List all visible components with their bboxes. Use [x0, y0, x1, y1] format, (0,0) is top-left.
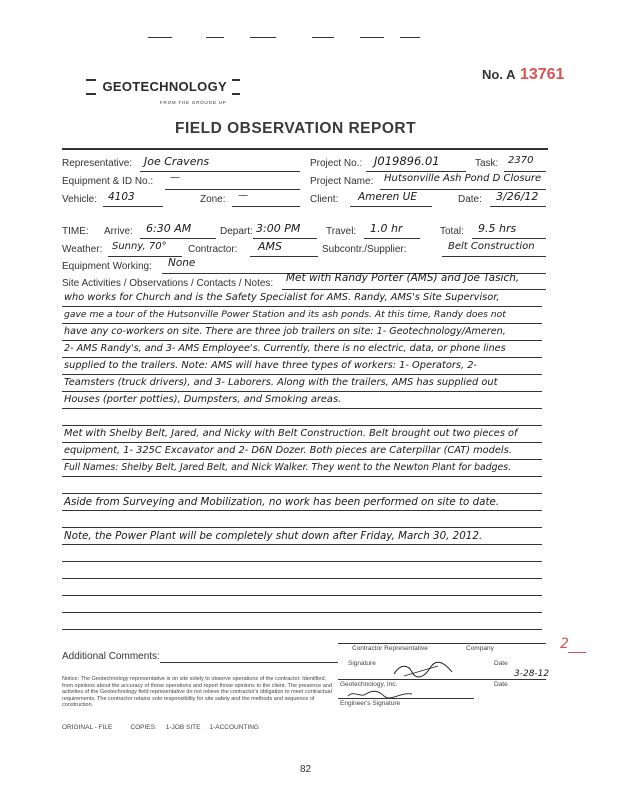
geotech-date-label: Date	[494, 681, 508, 688]
note-underline	[62, 306, 542, 307]
report-no-label: No. A	[482, 67, 516, 82]
depart-label: Depart:	[220, 226, 253, 237]
client-label: Client:	[310, 194, 339, 205]
project-no-value: J019896.01	[374, 154, 440, 168]
distribution-text: ORIGINAL - FILE COPIES: 1-JOB SITE 1-ACCOUNTING	[62, 724, 259, 731]
form-title: FIELD OBSERVATION REPORT	[175, 120, 417, 137]
scan-artifact-line	[312, 37, 334, 38]
note-line: Teamsters (truck drivers), and 3- Laborers. Along with the trailers, AMS has supplied out	[64, 377, 498, 388]
page-number: 82	[300, 764, 312, 775]
project-no-label: Project No.:	[310, 158, 363, 169]
note-line: who works for Church and is the Safety Specialist for AMS. Randy, AMS's Site Supervisor,	[64, 292, 500, 303]
project-name-label: Project Name:	[310, 176, 374, 187]
scan-artifact-line	[400, 37, 420, 38]
note-underline	[62, 629, 542, 630]
project-no-line	[366, 171, 466, 172]
site-activities-label: Site Activities / Observations / Contacts / Notes:	[62, 278, 274, 289]
signature-scribble	[390, 660, 460, 680]
note-line: Houses (porter potties), Dumpsters, and Smoking areas.	[64, 394, 342, 405]
note-line: supplied to the trailers. Note: AMS will have three types of workers: 1- Operators, 2-	[64, 360, 477, 371]
engineer-signature-label: Engineer's Signature	[340, 700, 401, 707]
sig-date-value: 3-28-12	[514, 669, 550, 679]
note-underline	[62, 527, 542, 528]
client-value: Ameren UE	[358, 191, 417, 203]
note-underline	[62, 340, 542, 341]
note-line: Met with Randy Porter (AMS) and Joe Tasich,	[286, 272, 520, 284]
travel-label: Travel:	[326, 226, 357, 237]
vehicle-value: 4103	[108, 191, 135, 203]
scan-artifact-line	[250, 37, 276, 38]
note-line: 2- AMS Randy's, and 3- AMS Employee's. Currently, there is no electric, data, or phone lines	[64, 343, 506, 354]
equipment-working-label: Equipment Working:	[62, 261, 152, 272]
total-line	[472, 238, 546, 239]
engineer-signature-line	[338, 698, 474, 699]
note-underline	[62, 323, 542, 324]
additional-comments-label: Additional Comments:	[62, 651, 160, 662]
signature-line	[338, 679, 546, 680]
note-underline	[62, 357, 542, 358]
arrive-label: Arrive:	[104, 226, 133, 237]
date-label: Date:	[458, 194, 482, 205]
note-underline	[62, 493, 542, 494]
vehicle-line	[103, 206, 163, 207]
total-label: Total:	[440, 226, 464, 237]
logo-right-icon	[232, 79, 240, 95]
arrive-value: 6:30 AM	[146, 222, 192, 235]
equipment-value: —	[170, 172, 180, 183]
logo-tagline: FROM THE GROUND UP	[160, 100, 227, 105]
note-underline	[62, 578, 542, 579]
report-number	[482, 66, 564, 84]
equipment-line	[165, 189, 300, 190]
note-line: Full Names: Shelby Belt, Jared Belt, and Nick Walker. They went to the Newton Plant for badges.	[64, 462, 512, 473]
task-line	[504, 171, 546, 172]
note-underline	[62, 442, 542, 443]
subcontr-value: Belt Construction	[448, 241, 535, 252]
representative-value: Joe Cravens	[144, 155, 210, 168]
subcontr-line	[442, 256, 546, 257]
additional-comments-line	[160, 662, 338, 663]
date-line	[490, 206, 546, 207]
note-underline	[62, 544, 542, 545]
total-value: 9.5 hrs	[478, 222, 517, 235]
title-divider	[62, 148, 548, 150]
zone-line	[232, 206, 300, 207]
note-line: Met with Shelby Belt, Jared, and Nicky with Belt Construction. Belt brought out two pieces of	[64, 428, 518, 439]
note-underline	[62, 476, 542, 477]
note-line: gave me a tour of the Hutsonville Power Station and its ash ponds. At this time, Randy does not	[64, 309, 506, 320]
scan-artifact-line	[206, 37, 224, 38]
zone-label: Zone:	[200, 194, 226, 205]
vehicle-label: Vehicle:	[62, 194, 98, 205]
scan-artifact-line	[360, 37, 384, 38]
depart-line	[253, 238, 317, 239]
subcontr-label: Subcontr./Supplier:	[322, 244, 407, 255]
company-label: Company	[466, 645, 494, 652]
note-underline	[62, 374, 542, 375]
task-value: 2370	[508, 155, 534, 166]
client-line	[350, 206, 432, 207]
contractor-rep-label: Contractor Representative	[352, 645, 428, 652]
note-underline	[62, 612, 542, 613]
note-line: Note, the Power Plant will be completely shut down after Friday, March 30, 2012.	[64, 530, 483, 542]
representative-label: Representative:	[62, 158, 133, 169]
note-line: equipment, 1- 325C Excavator and 2- D6N Dozer. Both pieces are Caterpillar (CAT) models.	[64, 445, 512, 456]
arrive-line	[140, 238, 216, 239]
contractor-value: AMS	[258, 240, 282, 253]
logo-text: GEOTECHNOLOGY	[102, 79, 227, 94]
representative-line	[140, 171, 300, 172]
equipment-label: Equipment & ID No.:	[62, 176, 154, 187]
zone-value: —	[238, 190, 248, 201]
contractor-rep-line	[338, 643, 546, 644]
equipment-working-value: None	[168, 257, 196, 269]
contractor-label: Contractor:	[188, 244, 238, 255]
weather-value: Sunny, 70°	[112, 241, 167, 252]
note-underline	[62, 595, 542, 596]
margin-mark-stroke	[568, 652, 586, 653]
note-underline	[62, 408, 542, 409]
time-label: TIME:	[62, 226, 89, 237]
margin-mark: 2	[560, 636, 569, 652]
project-name-value: Hutsonville Ash Pond D Closure	[384, 173, 542, 184]
contractor-line	[250, 256, 318, 257]
note-underline	[62, 425, 542, 426]
note-underline	[62, 510, 542, 511]
note-underline	[282, 289, 546, 290]
travel-line	[364, 238, 420, 239]
note-underline	[62, 459, 542, 460]
company-logo	[86, 78, 240, 96]
logo-left-icon	[86, 79, 96, 95]
sig-date-label: Date	[494, 660, 508, 667]
note-line: Aside from Surveying and Mobilization, no work has been performed on site to date.	[64, 496, 500, 508]
task-label: Task:	[475, 158, 499, 169]
notice-text: Notice: The Geotechnology representative is on site solely to observe operations of the contractor. Identified, from opinions about the accuracy of those operations and report those opinions to the client. The presence and activities of the Geotechnology field representative do not relieve the contractor's obligation to meet contractual requirements. The contractor retains sole responsibility for site safety and the methods and sequence of construction.	[62, 676, 332, 709]
note-underline	[62, 561, 542, 562]
date-value: 3/26/12	[496, 190, 539, 203]
geotech-label: Geotechnology, Inc.	[340, 681, 398, 688]
travel-value: 1.0 hr	[370, 222, 403, 235]
scan-artifact-line	[148, 37, 172, 38]
note-underline	[62, 391, 542, 392]
note-line: have any co-workers on site. There are three job trailers on site: 1- Geotechnology/Ameren,	[64, 326, 506, 337]
weather-label: Weather:	[62, 244, 103, 255]
report-no-value: 13761	[519, 66, 565, 83]
signature-label: Signature	[348, 660, 376, 667]
depart-value: 3:00 PM	[256, 222, 301, 235]
